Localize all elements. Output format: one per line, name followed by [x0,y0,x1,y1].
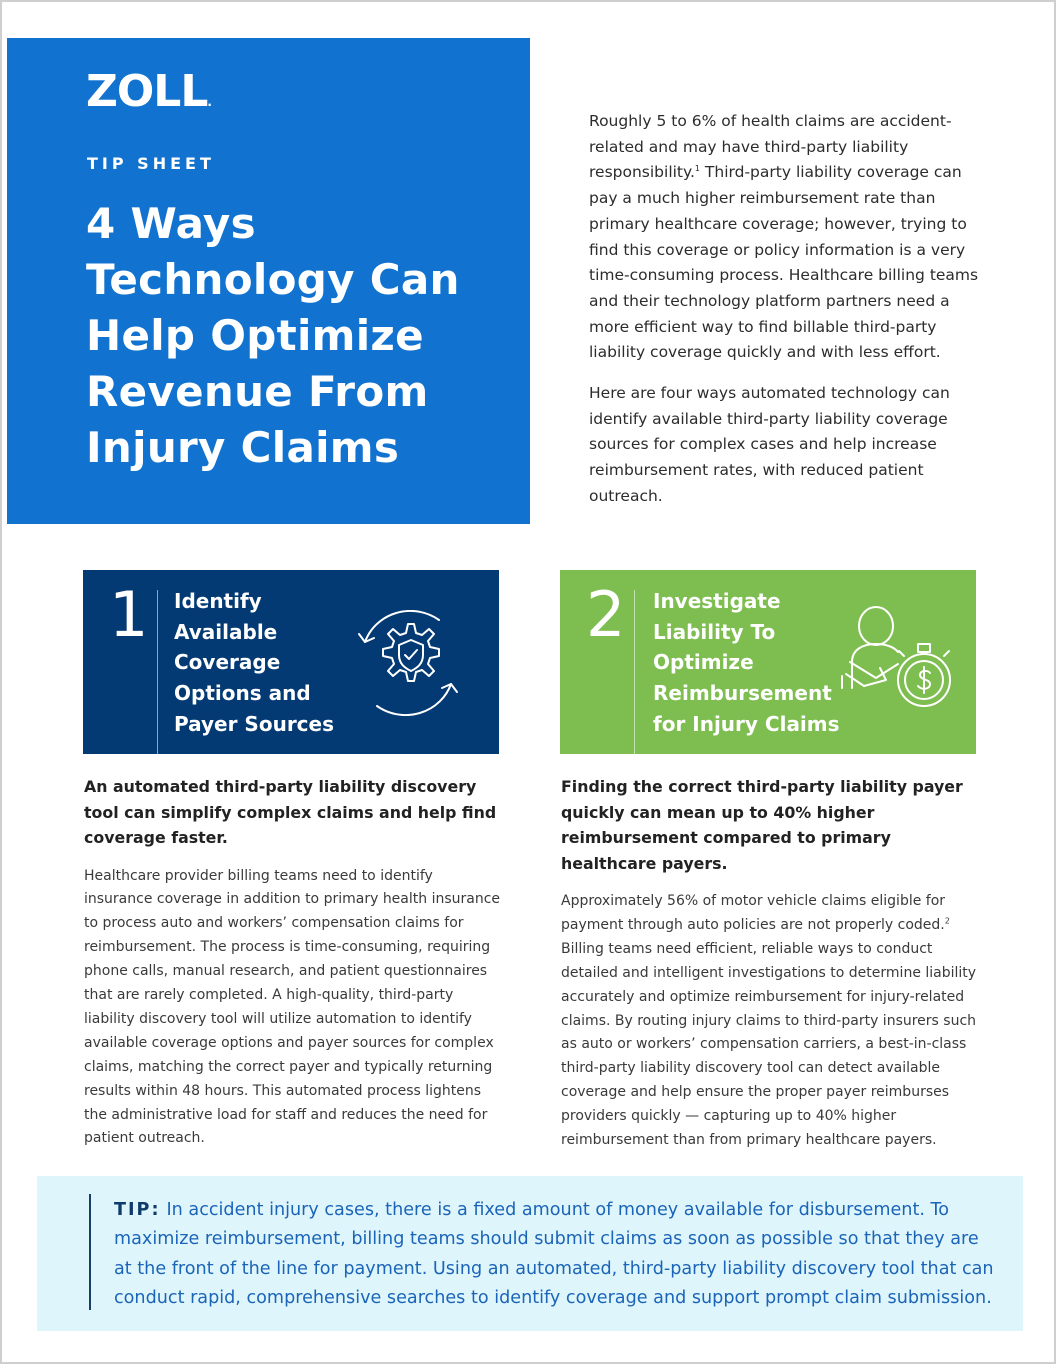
eyebrow-label: TIP SHEET [87,154,215,173]
section-body-text: Approximately 56% of motor vehicle claims eligible for payment through auto policies are not properly coded. [561,893,946,933]
hero-banner [7,38,530,524]
title-line: Help Optimize [86,311,424,360]
title-line: Revenue From [86,367,429,416]
card-title-line: Optimize [653,650,754,675]
intro-paragraph-2: Here are four ways automated technology can identify available third-party liability coverage sources for complex cases and help increase reimbursement rates, with reduced patient outreach. [589,384,950,505]
section-lead: Finding the correct third-party liability payer quickly can mean up to 40% higher reimbursement compared to primary healthcare payers. [561,777,963,873]
section-body [561,890,979,1153]
card-title-line: Investigate [653,589,781,613]
card-title [653,586,843,740]
card-divider [634,590,635,754]
logo-text: ZOLL [86,66,208,117]
footnote-ref: 2 [944,916,950,926]
section-2 [561,774,979,1153]
card-divider [157,590,158,754]
card-title-line: for Injury Claims [653,711,840,736]
card-title-line: Options and [174,681,311,706]
tip-card-2 [560,570,976,754]
tip-accent-bar [89,1194,91,1310]
title-line: Technology Can [86,255,460,304]
injured-person-stopwatch-dollar-icon [836,604,958,716]
page-title [86,196,516,476]
card-title [174,586,344,740]
card-title-line: Reimbursement [653,681,832,706]
card-number: 1 [109,578,149,651]
intro-paragraph-1 [589,109,989,366]
section-body: Healthcare provider billing teams need to identify insurance coverage in addition to primary health insurance to process auto and workers’ compensation claims for reimbursement. The process is time-consuming, requiring phone calls, manual research, and patient questionnaires that are rarely completed. A high-quality, third-party liability discovery tool will utilize automation to identify available coverage options and payer sources for complex claims, matching the correct payer and typically returning results within 48 hours. This automated process lightens the administrative load for staff and reduces the need for patient outreach. [84,867,501,1147]
intro-p1-text: Roughly 5 to 6% of health claims are accident-related and may have third-party liability responsibility. [589,112,952,182]
card-title-line: Available [174,619,278,644]
section-1 [84,774,502,1151]
intro-text [589,109,989,525]
tip-callout [37,1176,1023,1331]
intro-p1-text-cont: Third-party liability coverage can pay a much higher reimbursement rate than primary healthcare coverage; however, trying to find this coverage or policy information is a very time-consuming process. Healthcare billing teams and their technology platform partners need a more efficient way to find billable third-party liability coverage quickly and with less effort. [589,163,979,362]
section-body-text-cont: Billing teams need efficient, reliable ways to conduct detailed and intelligent investigations to determine liability accurately and optimize reimbursement for injury-related claims. By routing injury claims to third-party insurers such as auto or workers’ compensation carriers, a best-in-class third-party liability discovery tool can detect available coverage and help ensure the proper payer reimburses providers quickly — capturing up to 40% higher reimbursement than from primary healthcare payers. [561,940,977,1149]
footnote-ref: 1 [694,164,700,174]
tip-label: TIP: [114,1200,161,1220]
title-line: Injury Claims [86,423,400,472]
logo-mark: . [207,95,211,109]
tip-text [114,1196,994,1313]
section-lead: An automated third-party liability discovery tool can simplify complex claims and help find coverage faster. [84,777,497,847]
tip-body: In accident injury cases, there is a fixed amount of money available for disbursement. To maximize reimbursement, billing teams should submit claims as soon as possible so that they are at the front of the line for payment. Using an automated, third-party liability discovery tool that can conduct rapid, comprehensive searches to identify coverage and support prompt claim submission. [114,1200,994,1308]
card-title-line: Identify [174,589,262,613]
zoll-logo [86,66,211,117]
card-title-line: Coverage [174,650,281,675]
gear-shield-cycle-icon [347,610,469,716]
card-title-line: Liability To [653,619,776,644]
card-number: 2 [586,578,626,651]
card-title-line: Payer Sources [174,711,334,736]
title-line: 4 Ways [86,199,256,248]
tip-card-1 [83,570,499,754]
